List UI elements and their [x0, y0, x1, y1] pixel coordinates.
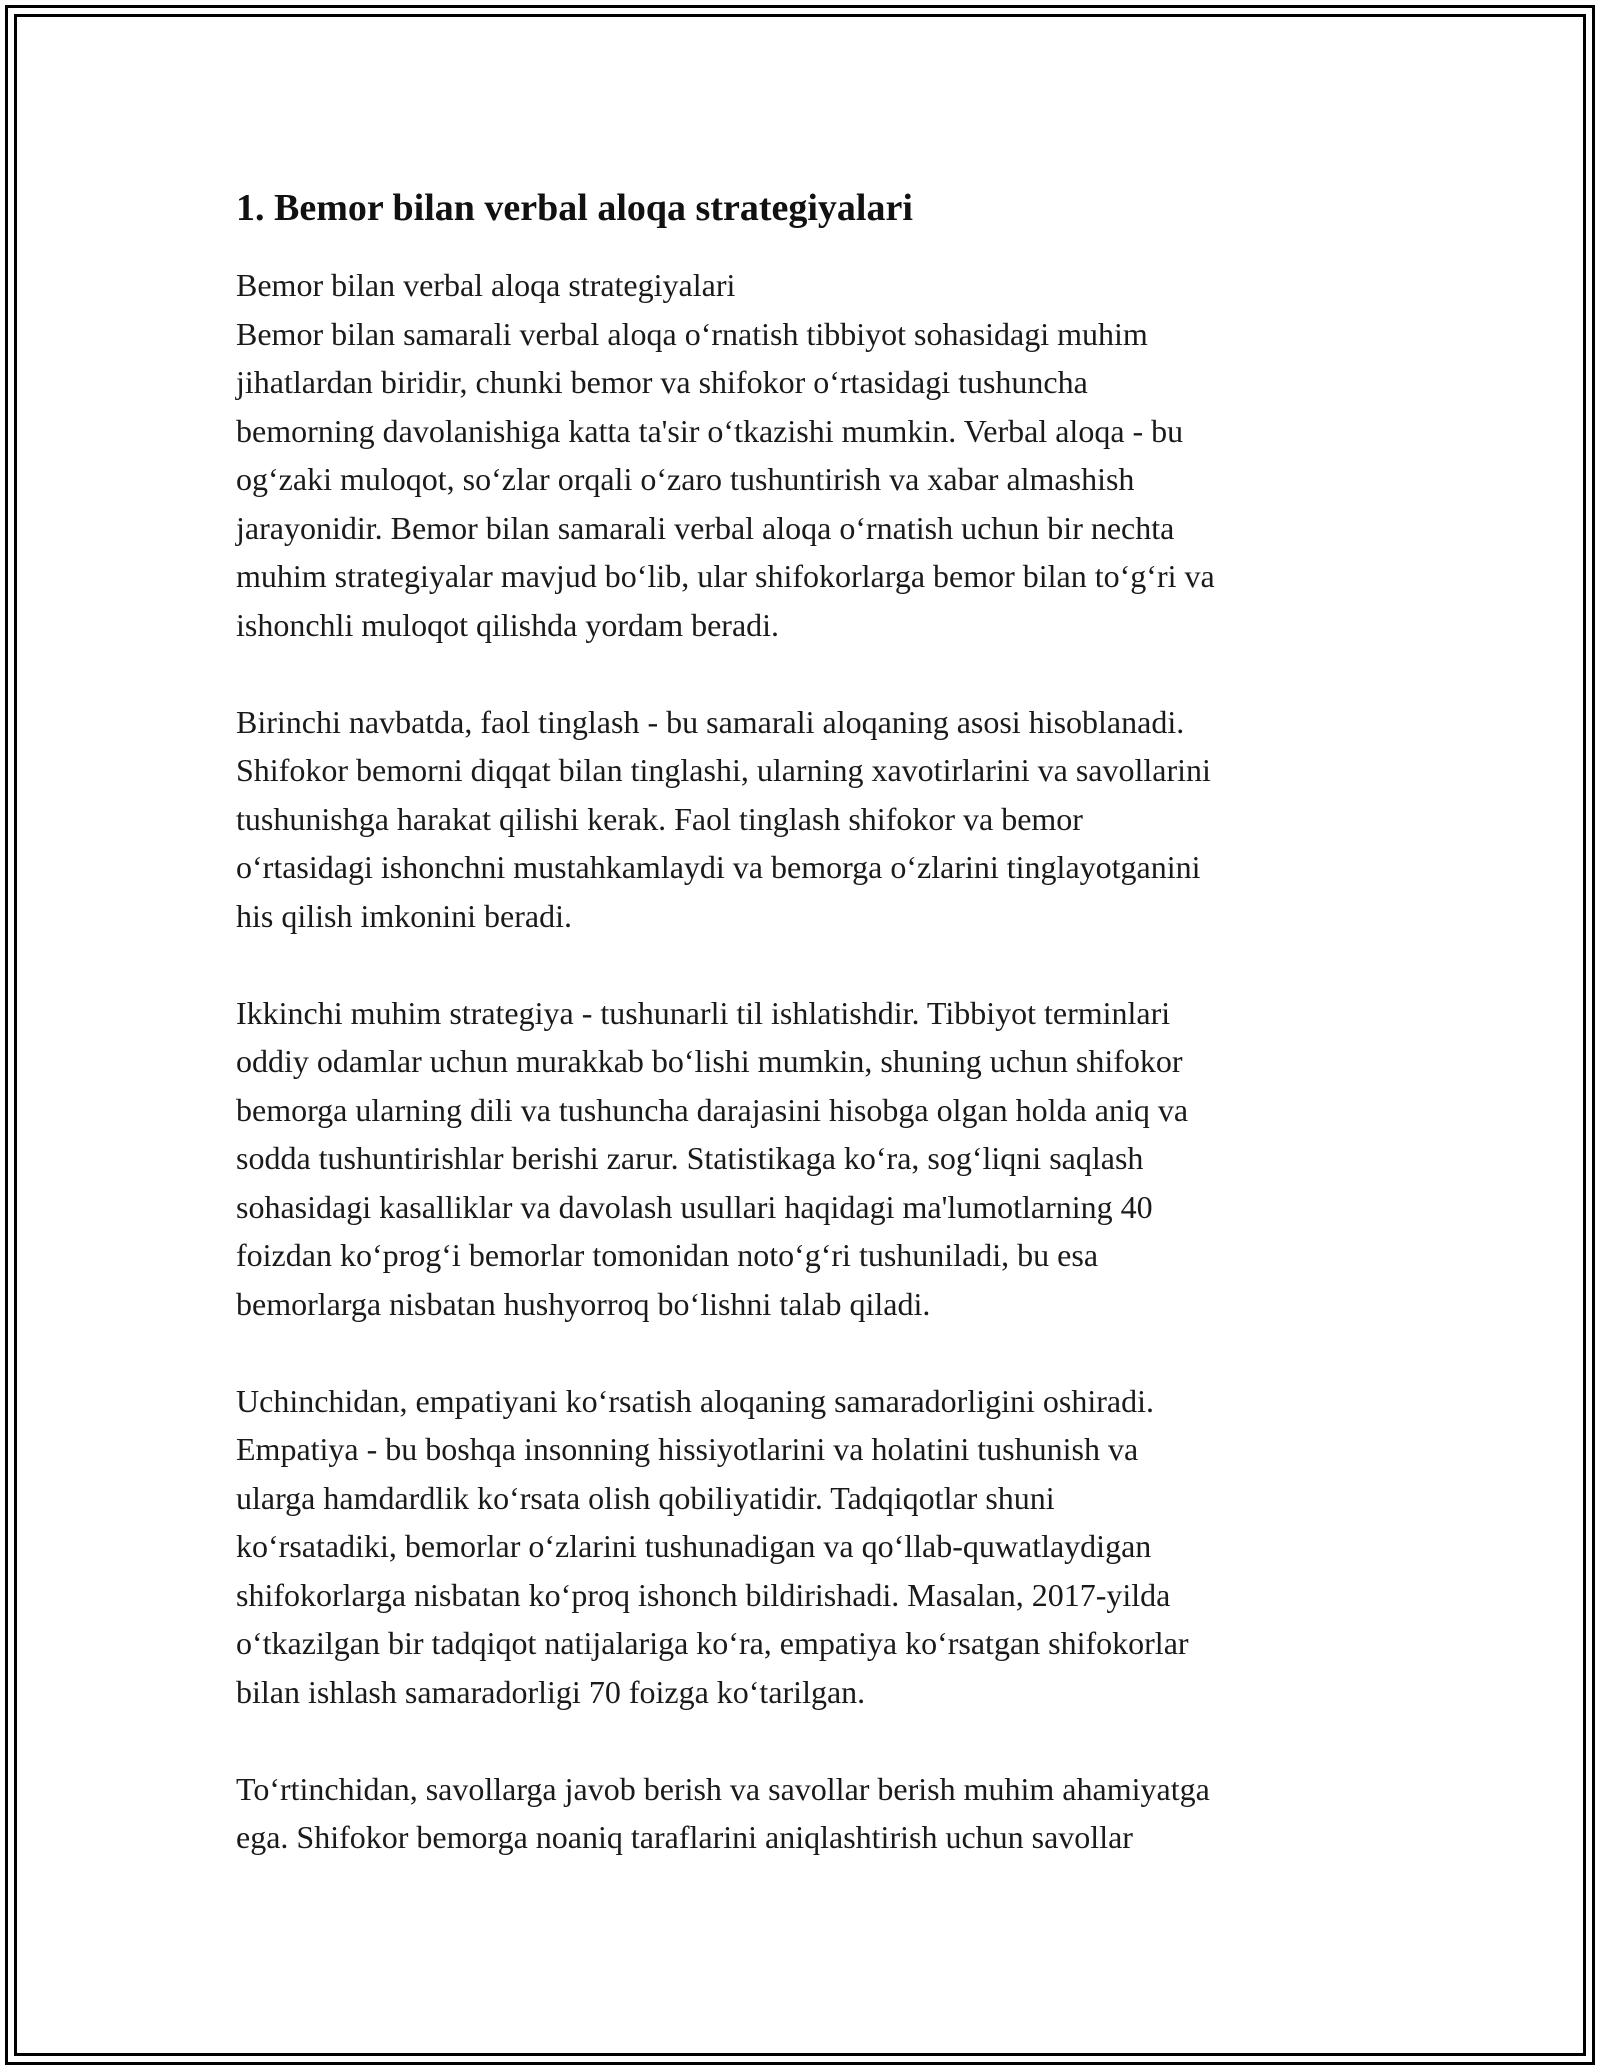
text-line: ko‘rsatadiki, bemorlar o‘zlarini tushunadigan va qo‘llab-quwatlaydigan [236, 1528, 1152, 1564]
section-heading: 1. Bemor bilan verbal aloqa strategiyalari [236, 187, 913, 229]
text-line: his qilish imkonini beradi. [236, 897, 572, 934]
document-body [236, 185, 1366, 1910]
text-line: To‘rtinchidan, savollarga javob berish va savollar berish muhim ahamiyatga [236, 1770, 1210, 1807]
text-line: shifokorlarga nisbatan ko‘proq ishonch bildirishadi. Masalan, 2017-yilda [236, 1576, 1171, 1613]
text-line: foizdan ko‘prog‘i bemorlar tomonidan noto‘g‘ri tushuniladi, bu esa [236, 1237, 1099, 1273]
text-line: Shifokor bemorni diqqat bilan tinglashi, ularning xavotirlarini va savollarini [236, 752, 1211, 788]
text-line: tushunishga harakat qilishi kerak. Faol tinglash shifokor va bemor [236, 800, 1083, 837]
text-line: bemorlarga nisbatan hushyorroq bo‘lishni talab qiladi. [236, 1285, 931, 1322]
text-line: og‘zaki muloqot, so‘zlar orqali o‘zaro tushuntirish va xabar almashish [236, 461, 1135, 497]
text-line: Empatiya - bu boshqa insonning hissiyotlarini va holatini tushunish va [236, 1431, 1139, 1467]
text-line: jarayonidir. Bemor bilan samarali verbal aloqa o‘rnatish uchun bir nechta [236, 509, 1175, 546]
text-line: muhim strategiyalar mavjud bo‘lib, ular shifokorlarga bemor bilan to‘g‘ri va [236, 558, 1215, 594]
text-line: ishonchli muloqot qilishda yordam beradi. [236, 606, 780, 643]
paragraph-questions [236, 1765, 1366, 1862]
paragraph-intro [236, 261, 1366, 649]
text-line: Ikkinchi muhim strategiya - tushunarli til ishlatishdir. Tibbiyot terminlari [236, 994, 1171, 1031]
text-line: bemorning davolanishiga katta ta'sir o‘tkazishi mumkin. Verbal aloqa - bu [236, 412, 1184, 449]
text-line: jihatlardan biridir, chunki bemor va shifokor o‘rtasidagi tushuncha [236, 364, 1088, 400]
text-line: o‘rtasidagi ishonchni mustahkamlaydi va bemorga o‘zlarini tinglayotganini [236, 849, 1201, 885]
text-line: o‘tkazilgan bir tadqiqot natijalariga ko‘ra, empatiya ko‘rsatgan shifokorlar [236, 1625, 1189, 1661]
text-line: Uchinchidan, empatiyani ko‘rsatish aloqaning samaradorligini oshiradi. [236, 1382, 1154, 1419]
text-line: Birinchi navbatda, faol tinglash - bu samarali aloqaning asosi hisoblanadi. [236, 703, 1185, 740]
text-line: oddiy odamlar uchun murakkab bo‘lishi mumkin, shuning uchun shifokor [236, 1043, 1183, 1079]
text-line: ega. Shifokor bemorga noaniq taraflarini aniqlashtirish uchun savollar [236, 1819, 1133, 1855]
text-line: Bemor bilan samarali verbal aloqa o‘rnatish tibbiyot sohasidagi muhim [236, 315, 1148, 352]
text-line: Bemor bilan verbal aloqa strategiyalari [236, 267, 736, 303]
paragraph-empathy [236, 1377, 1366, 1717]
paragraph-active-listening [236, 698, 1366, 941]
paragraph-clear-language [236, 989, 1366, 1329]
text-line: ularga hamdardlik ko‘rsata olish qobiliyatidir. Tadqiqotlar shuni [236, 1479, 1055, 1516]
text-line: sohasidagi kasalliklar va davolash usullari haqidagi ma'lumotlarning 40 [236, 1188, 1153, 1225]
text-line: bilan ishlash samaradorligi 70 foizga ko‘tarilgan. [236, 1673, 866, 1710]
text-line: sodda tushuntirishlar berishi zarur. Statistikaga ko‘ra, sog‘liqni saqlash [236, 1140, 1144, 1176]
text-line: bemorga ularning dili va tushuncha darajasini hisobga olgan holda aniq va [236, 1091, 1189, 1128]
